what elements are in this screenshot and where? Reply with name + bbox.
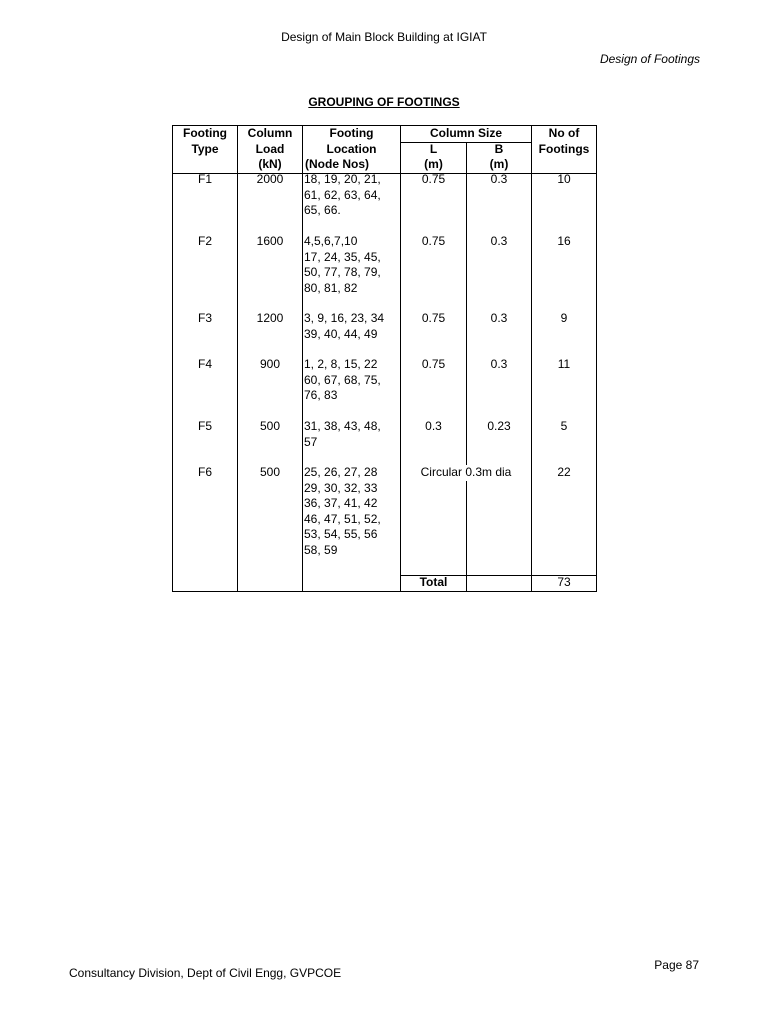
header-text: (m) [489,157,509,171]
cell-type: F6 [197,465,212,479]
footer-organization: Consultancy Division, Dept of Civil Engg, GVPCOE [69,966,342,980]
cell-type: F4 [197,357,212,371]
header-length [401,142,466,173]
cell-type: F5 [197,419,212,433]
header-text: (Node Nos) [305,157,369,171]
header-text: Footings [538,141,590,156]
cell-length: 0.75 [421,234,446,248]
cell-load: 1600 [256,234,284,248]
cell-breadth: 0.3 [490,172,508,186]
cell-type: F1 [197,172,212,186]
section-subtitle: Design of Footings [599,52,700,66]
cell-load: 2000 [256,172,284,186]
cell-location: 31, 38, 43, 48, 57 [304,419,381,449]
table-heading: GROUPING OF FOOTINGS [308,95,460,109]
cell-location: 18, 19, 20, 21, 61, 62, 63, 64, 65, 66. [304,172,381,217]
cell-count: 16 [557,234,571,248]
cell-length: 0.75 [421,311,446,325]
cell-location: 4,5,6,7,10 17, 24, 35, 45, 50, 77, 78, 79, 80, 81, 82 [304,234,381,295]
header-footing-type [173,126,237,157]
header-footing-location [303,126,400,173]
header-breadth [467,142,531,173]
cell-count: 22 [557,465,571,479]
cell-count: 9 [560,311,568,325]
cell-length: 0.75 [421,357,446,371]
cell-load: 900 [259,357,281,371]
cell-count: 11 [557,357,571,371]
cell-breadth: 0.3 [490,234,508,248]
header-text: (m) [424,157,443,171]
cell-count: 5 [560,419,568,433]
header-text: No of [548,126,580,140]
cell-column-size-note: Circular 0.3m dia [401,465,531,481]
cell-length: 0.75 [421,172,446,186]
cell-load: 1200 [256,311,284,325]
header-text: L [429,141,438,156]
cell-location: 25, 26, 27, 28 29, 30, 32, 33 36, 37, 41, 42 46, 47, 51, 52, 53, 54, 55, 56 58, 59 [304,465,381,557]
cell-breadth: 0.3 [490,311,508,325]
cell-location: 3, 9, 16, 23, 34 39, 40, 44, 49 [304,311,385,341]
cell-location: 1, 2, 8, 15, 22 60, 67, 68, 75, 76, 83 [304,357,381,402]
header-column-size: Column Size [429,126,502,140]
cell-breadth: 0.3 [490,357,508,371]
header-text: Location [326,141,377,156]
cell-count: 10 [557,172,571,186]
cell-load: 500 [259,465,281,479]
document-title: Design of Main Block Building at IGIAT [281,30,487,44]
header-text: Load [255,141,285,156]
total-label: Total [419,575,448,589]
header-text: B [494,141,504,156]
header-text: (kN) [258,157,282,171]
cell-length: 0.3 [425,419,442,433]
page-number: Page 87 [654,958,699,972]
header-text: Footing [329,126,374,140]
total-value: 73 [557,575,571,589]
footing-grouping-table [172,125,597,592]
header-text: Type [191,141,219,156]
header-text: Footing [183,126,227,140]
header-column-load [238,126,302,173]
cell-type: F2 [197,234,212,248]
cell-breadth: 0.23 [487,419,511,433]
header-no-of-footings [532,126,596,157]
cell-type: F3 [197,311,212,325]
header-text: Column [247,126,293,140]
cell-load: 500 [259,419,281,433]
column-divider [302,126,303,592]
